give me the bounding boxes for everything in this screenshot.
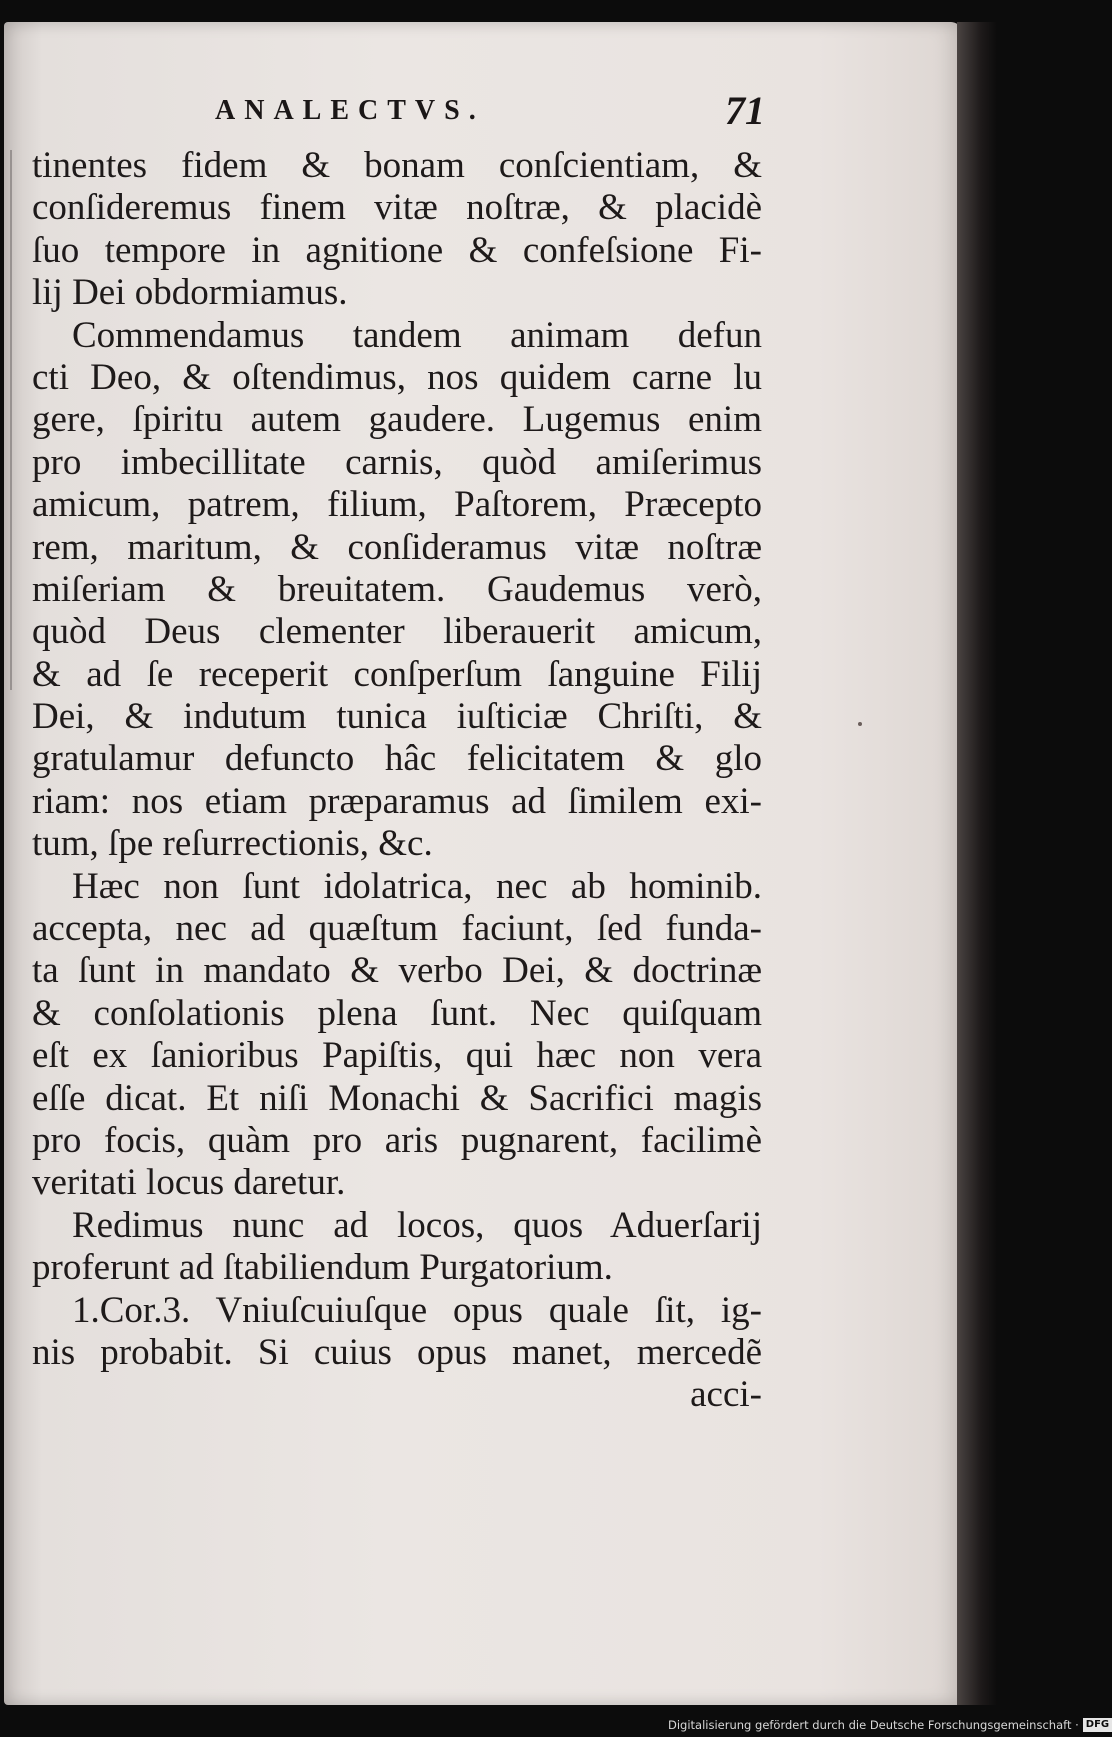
catchword: acci- (690, 1374, 762, 1416)
text-line: Dei, & indutum tunica iuſticiæ Chriſti, & (32, 696, 762, 738)
text-line: ta ſunt in mandato & verbo Dei, & doctrinæ (32, 950, 762, 992)
text-line: cti Deo, & oſtendimus, nos quidem carne lu (32, 356, 762, 398)
footer-credit: Digitalisierung gefördert durch die Deutsche Forschungsgemeinschaft · (668, 1718, 1079, 1732)
text-line: accepta, nec ad quæſtum faciunt, ſed funda- (32, 908, 762, 950)
text-line: gratulamur defuncto hâc felicitatem & glo (32, 738, 762, 780)
running-title: ANALECTVS. (215, 95, 485, 126)
text-line: gere, ſpiritu autem gaudere. Lugemus enim (32, 399, 762, 441)
text-line: tinentes fidem & bonam conſcientiam, & (32, 145, 762, 186)
text-line: riam: nos etiam præparamus ad ſimilem exi- (32, 780, 762, 822)
text-line: lij Dei obdormiamus. (32, 272, 348, 314)
text-line: & ad ſe receperit conſperſum ſanguine Filij (32, 653, 762, 695)
text-line: miſeriam & breuitatem. Gaudemus verò, (32, 568, 762, 610)
page-edge-shadow (10, 150, 12, 690)
text-line: amicum, patrem, filium, Paſtorem, Præcepto (32, 484, 762, 526)
text-line: Commendamus tandem animam defun (72, 314, 762, 356)
book-spine-shadow (957, 22, 997, 1705)
text-line: nis probabit. Si cuius opus manet, mercedẽ (32, 1331, 762, 1373)
text-line: quòd Deus clementer liberauerit amicum, (32, 611, 762, 653)
text-line: proferunt ad ſtabiliendum Purgatorium. (32, 1247, 613, 1289)
text-line: tum, ſpe reſurrectionis, &c. (32, 823, 433, 865)
text-line: eſſe dicat. Et niſi Monachi & Sacrifici magis (32, 1077, 762, 1119)
text-line: ſuo tempore in agnitione & confeſsione Fi- (32, 229, 762, 271)
text-line: & conſolationis plena ſunt. Nec quiſquam (32, 992, 762, 1034)
text-line: Hæc non ſunt idolatrica, nec ab hominib. (72, 865, 762, 907)
text-line: rem, maritum, & conſideramus vitæ noſtræ (32, 526, 762, 568)
text-line: Redimus nunc ad locos, quos Aduerſarij (72, 1204, 762, 1246)
text-line: veritati locus daretur. (32, 1162, 346, 1204)
body-text (32, 145, 762, 1417)
text-line: 1.Cor.3. Vniuſcuiuſque opus quale ſit, ig- (72, 1289, 762, 1331)
digitization-footer (668, 1716, 1112, 1734)
text-line: pro imbecillitate carnis, quòd amiſerimus (32, 441, 762, 483)
text-line: pro focis, quàm pro aris pugnarent, facilimè (32, 1119, 762, 1161)
page-header (215, 88, 765, 135)
ink-speck (858, 722, 862, 726)
text-line: eſt ex ſanioribus Papiſtis, qui hæc non vera (32, 1035, 762, 1077)
text-line: conſideremus finem vitæ noſtræ, & placidè (32, 187, 762, 229)
dfg-logo-icon: DFG (1083, 1718, 1112, 1732)
page-number: 71 (725, 88, 765, 133)
